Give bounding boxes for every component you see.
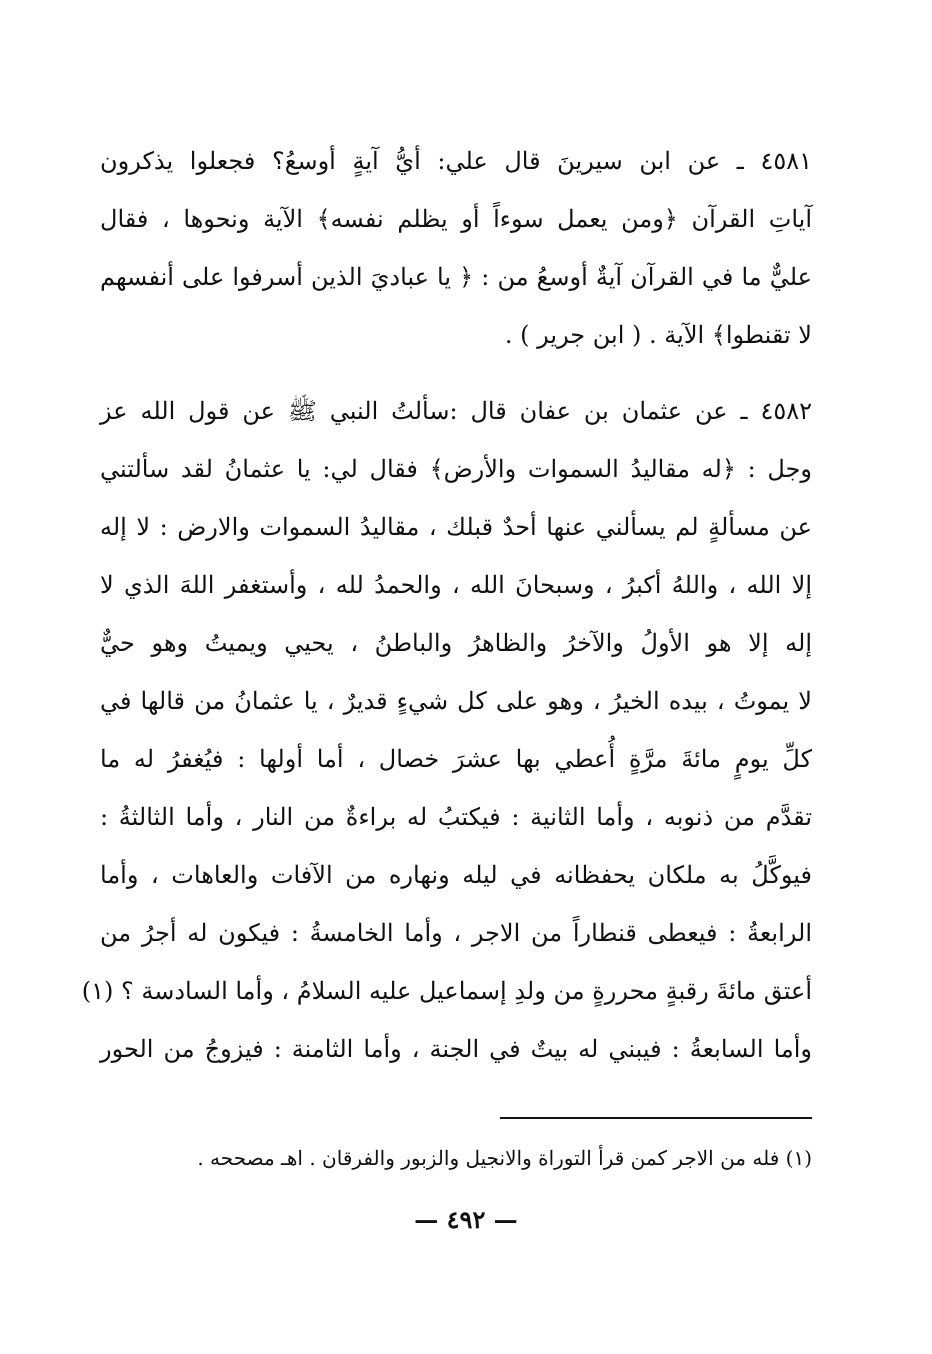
text-line: إلا الله ، واللهُ أكبرُ ، وسبحانَ الله ، والحمدُ لله ، وأستغفر اللهَ الذي لا	[100, 571, 812, 599]
text-line: لا يموتُ ، بيده الخيرُ ، وهو على كل شيءٍ قديرٌ ، يا عثمانُ من قالها في	[100, 687, 812, 715]
text-line: إله إلا هو الأولُ والآخرُ والظاهرُ والباطنُ ، يحيي ويميتُ وهو حيٌّ	[100, 629, 812, 657]
text-line: وأما السابعةُ : فيبني له بيتٌ في الجنة ، وأما الثامنة : فيزوجُ من الحور	[100, 1035, 812, 1063]
footnote: (١) فله من الاجر كمن قرأ التوراة والانجيل والزبور والفرقان . اهـ مصححه .	[197, 1146, 812, 1170]
text-line: آياتِ القرآن ﴿ومن يعمل سوءاً أو يظلم نفسه﴾ الآية ونحوها ، فقال	[100, 205, 812, 233]
page-number: — ٤٩٢ —	[414, 1205, 518, 1234]
text-line: الرابعةُ : فيعطى قنطاراً من الاجر ، وأما الخامسةُ : فيكون له أجرُ من	[100, 919, 812, 947]
text-line: عليٌّ ما في القرآن آيةٌ أوسعُ من : ﴿ يا عباديَ الذين أسرفوا على أنفسهم	[100, 263, 812, 291]
hadith-4581-paragraph	[100, 132, 812, 364]
footnote-divider	[500, 1117, 812, 1119]
text-line: فيوكَّلُ به ملكان يحفظانه في ليله ونهاره من الآفات والعاهات ، وأما	[100, 861, 812, 889]
text-line: ٤٥٨٢ ـ عن عثمان بن عفان قال :سألتُ النبي ﷺ عن قول الله عز	[100, 397, 812, 425]
text-line: تقدَّم من ذنوبه ، وأما الثانية : فيكتبُ له براءةٌ من النار ، وأما الثالثةُ :	[100, 803, 812, 831]
text-line: وجل : ﴿له مقاليدُ السموات والأرض﴾ فقال لي: يا عثمانُ لقد سألتني	[100, 455, 812, 483]
text-line: عن مسألةٍ لم يسألني عنها أحدٌ قبلك ، مقاليدُ السموات والارض : لا إله	[100, 513, 812, 541]
text-line: ٤٥٨١ ـ عن ابن سيرينَ قال علي: أيُّ آيةٍ أوسعُ؟ فجعلوا يذكرون	[100, 147, 812, 175]
text-line: لا تقنطوا﴾ الآية . ( ابن جرير ) .	[504, 321, 812, 349]
text-line: كلِّ يومٍ مائةَ مرَّةٍ أُعطي بها عشرَ خصال ، أما أولها : فيُغفرُ له ما	[100, 745, 812, 773]
hadith-4582-paragraph	[81, 382, 812, 1078]
text-line: أعتق مائةَ رقبةٍ محررةٍ من ولدِ إسماعيل عليه السلامُ ، وأما السادسة ؟ (١)	[81, 977, 812, 1005]
